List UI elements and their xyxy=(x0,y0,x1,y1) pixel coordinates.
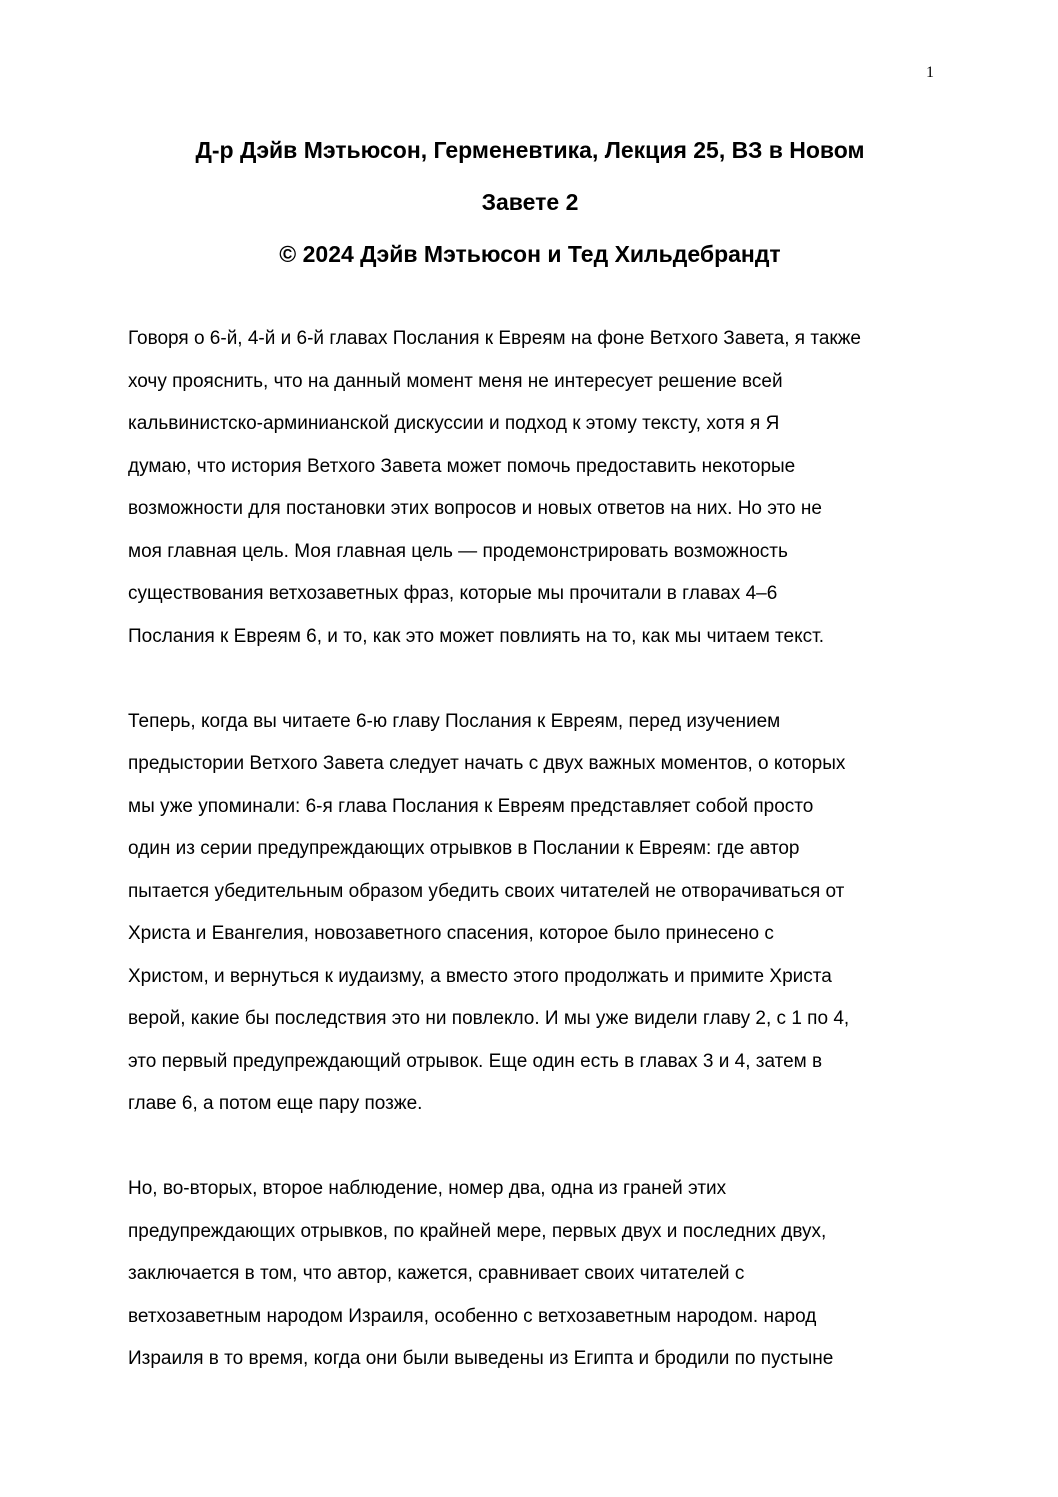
paragraph-line: Израиля в то время, когда они были выведены из Египта и бродили по пустыне xyxy=(128,1348,834,1369)
paragraph-line: хочу прояснить, что на данный момент меня не интересует решение всей xyxy=(128,370,783,392)
paragraph-line: Говоря о 6-й, 4-й и 6-й главах Послания к Евреям на фоне Ветхого Завета, я также xyxy=(128,328,861,349)
paragraph-line: пытается убедительным образом убедить своих читателей не отворачиваться от xyxy=(128,880,845,902)
paragraph-line: возможности для постановки этих вопросов и новых ответов на них. Но это не xyxy=(128,498,822,519)
paragraph-line: Теперь, когда вы читаете 6-ю главу Послания к Евреям, перед изучением xyxy=(128,710,781,732)
paragraph-line: Христа и Евангелия, новозаветного спасения, которое было принесено с xyxy=(128,923,774,944)
paragraph-line: один из серии предупреждающих отрывков в Послании к Евреям: где автор xyxy=(128,838,800,859)
paragraph-line: верой, какие бы последствия это ни повлекло. И мы уже видели главу 2, с 1 по 4, xyxy=(128,1008,850,1029)
paragraph-line: предыстории Ветхого Завета следует начать с двух важных моментов, о которых xyxy=(128,753,846,774)
paragraph-line: Послания к Евреям 6, и то, как это может повлиять на то, как мы читаем текст. xyxy=(128,625,824,647)
title-line-2: Завете 2 xyxy=(481,189,579,215)
copyright-line: © 2024 Дэйв Мэтьюсон и Тед Хильдебрандт xyxy=(279,241,781,267)
paragraph-line: думаю, что история Ветхого Завета может помочь предоставить некоторые xyxy=(128,455,796,477)
paragraph-3 xyxy=(128,1168,938,1381)
paragraph-line: это первый предупреждающий отрывок. Еще один есть в главах 3 и 4, затем в xyxy=(128,1050,823,1072)
paragraph-2 xyxy=(128,701,938,1126)
paragraph-line: Но, во-вторых, второе наблюдение, номер два, одна из граней этих xyxy=(128,1178,727,1199)
paragraph-line: существования ветхозаветных фраз, которые мы прочитали в главах 4–6 xyxy=(128,583,778,604)
document-body xyxy=(128,318,938,1423)
paragraph-line: ветхозаветным народом Израиля, особенно с ветхозаветным народом. народ xyxy=(128,1305,817,1327)
paragraph-line: моя главная цель. Моя главная цель — продемонстрировать возможность xyxy=(128,540,788,562)
title-line-1: Д-р Дэйв Мэтьюсон, Герменевтика, Лекция 25, ВЗ в Новом xyxy=(195,137,865,163)
paragraph-line: заключается в том, что автор, кажется, сравнивает своих читателей с xyxy=(128,1263,745,1284)
page-number: 1 xyxy=(926,64,934,81)
paragraph-line: предупреждающих отрывков, по крайней мере, первых двух и последних двух, xyxy=(128,1220,827,1242)
paragraph-line: Христом, и вернуться к иудаизму, а вместо этого продолжать и примите Христа xyxy=(128,965,832,987)
paragraph-1 xyxy=(128,318,938,658)
document-title xyxy=(110,124,950,280)
paragraph-line: мы уже упоминали: 6-я глава Послания к Евреям представляет собой просто xyxy=(128,795,814,817)
paragraph-line: кальвинистско-арминианской дискуссии и подход к этому тексту, хотя я Я xyxy=(128,413,780,434)
paragraph-line: главе 6, а потом еще пару позже. xyxy=(128,1093,423,1114)
